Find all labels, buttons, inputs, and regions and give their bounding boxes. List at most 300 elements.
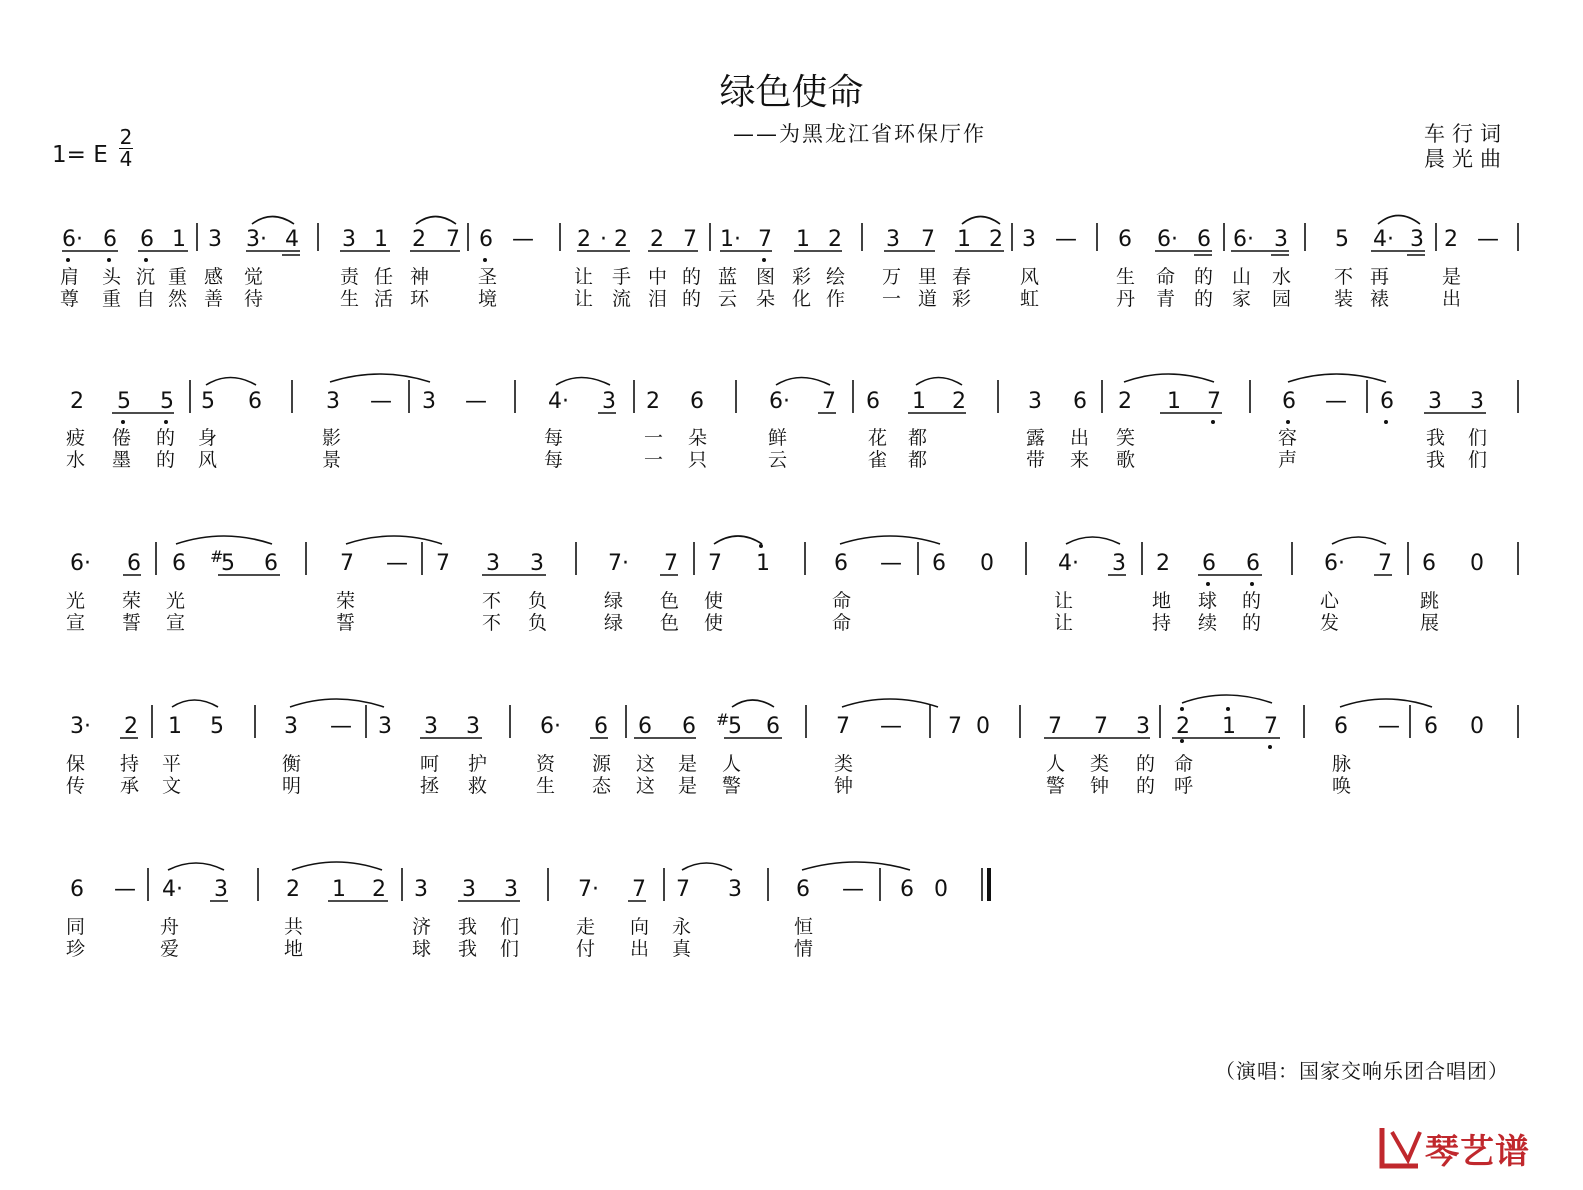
lyric-char: 让	[1054, 612, 1074, 634]
svg-text:7: 7	[1048, 714, 1062, 739]
lyric-char: 露	[1026, 427, 1046, 449]
lyric-char: 里	[918, 266, 938, 288]
lyric-char: 情	[794, 938, 814, 960]
lyric-char: 是	[678, 753, 698, 775]
lyric-char: 影	[322, 427, 342, 449]
lyric-char: 疲	[66, 427, 86, 449]
lyric-char: 装	[1334, 288, 1354, 310]
lyric-char: 色	[660, 590, 680, 612]
svg-text:6: 6	[103, 227, 117, 252]
lyric-char: 活	[374, 288, 394, 310]
lyric-char: 舟	[160, 916, 180, 938]
lyric-char: 重	[102, 288, 122, 310]
lyric-char: 让	[1054, 590, 1074, 612]
svg-text:6·: 6·	[769, 389, 790, 414]
svg-text:7·: 7·	[608, 551, 629, 576]
lyric-char: 风	[1020, 266, 1040, 288]
svg-text:6: 6	[932, 551, 946, 576]
lyric-char: 负	[528, 590, 548, 612]
lyric-char: 然	[168, 288, 188, 310]
svg-text:3: 3	[886, 227, 900, 252]
svg-text:—: —	[1378, 714, 1400, 739]
lyric-char: 歌	[1116, 449, 1136, 471]
key-signature: 1= E	[52, 142, 108, 168]
svg-text:3: 3	[422, 389, 436, 414]
svg-text:—: —	[114, 877, 136, 902]
svg-text:6·: 6·	[62, 227, 83, 252]
svg-text:6: 6	[1118, 227, 1132, 252]
lyric-char: 沉	[136, 266, 156, 288]
svg-text:6·: 6·	[70, 551, 91, 576]
svg-text:6: 6	[1282, 389, 1296, 414]
svg-text:3: 3	[326, 389, 340, 414]
svg-text:0: 0	[934, 877, 948, 902]
svg-text:1·: 1·	[720, 227, 741, 252]
lyric-char: 每	[544, 449, 564, 471]
svg-text:3: 3	[342, 227, 356, 252]
lyric-char: 誓	[336, 612, 356, 634]
svg-text:3: 3	[1022, 227, 1036, 252]
svg-text:4·: 4·	[162, 877, 183, 902]
lyric-char: 蓝	[718, 266, 738, 288]
svg-text:6: 6	[1422, 551, 1436, 576]
lyrics-verse-1-line-1	[58, 262, 1538, 288]
lyrics-verse-2-line-3	[58, 608, 1538, 634]
svg-text:6: 6	[690, 389, 704, 414]
svg-text:6: 6	[1197, 227, 1211, 252]
svg-text:2: 2	[286, 877, 300, 902]
svg-text:3·: 3·	[246, 227, 267, 252]
svg-text:—: —	[880, 714, 902, 739]
lyric-char: 图	[756, 266, 776, 288]
lyric-char: 化	[792, 288, 812, 310]
lyrics-verse-1-line-5	[58, 912, 1538, 938]
svg-text:3: 3	[462, 877, 476, 902]
svg-text:3: 3	[530, 551, 544, 576]
svg-text:0: 0	[1470, 714, 1484, 739]
time-signature	[119, 125, 133, 171]
lyric-char: 虹	[1020, 288, 1040, 310]
lyric-char: 家	[1232, 288, 1252, 310]
svg-text:1: 1	[172, 227, 186, 252]
lyric-char: 源	[592, 753, 612, 775]
lyrics-verse-1-line-2	[58, 423, 1538, 449]
lyric-char: 生	[536, 775, 556, 797]
lyric-char: 光	[66, 590, 86, 612]
svg-text:7: 7	[632, 877, 646, 902]
svg-text:7: 7	[683, 227, 697, 252]
lyric-char: 永	[672, 916, 692, 938]
svg-text:1: 1	[1222, 714, 1236, 739]
lyric-char: 持	[120, 753, 140, 775]
svg-text:6: 6	[796, 877, 810, 902]
lyric-char: 类	[1090, 753, 1110, 775]
svg-text:2: 2	[828, 227, 842, 252]
lyric-char: 裱	[1370, 288, 1390, 310]
svg-text:—: —	[880, 551, 902, 576]
lyric-char: 出	[1070, 427, 1090, 449]
lyricist-credit: 车行词	[1424, 122, 1508, 146]
svg-text:6: 6	[766, 714, 780, 739]
lyric-char: 脉	[1332, 753, 1352, 775]
lyric-char: 云	[718, 288, 738, 310]
lyric-char: 笑	[1116, 427, 1136, 449]
svg-text:1: 1	[756, 551, 770, 576]
lyric-char: 命	[1156, 266, 1176, 288]
lyric-char: 的	[156, 427, 176, 449]
lyric-char: 持	[1152, 612, 1172, 634]
svg-text:1: 1	[1167, 389, 1181, 414]
lyrics-verse-1-line-4	[58, 749, 1538, 775]
svg-text:7: 7	[446, 227, 460, 252]
svg-text:3: 3	[424, 714, 438, 739]
lyric-char: 重	[168, 266, 188, 288]
lyric-char: 责	[340, 266, 360, 288]
svg-text:6: 6	[1202, 551, 1216, 576]
svg-text:4: 4	[285, 227, 299, 252]
svg-text:6: 6	[127, 551, 141, 576]
svg-text:7: 7	[822, 389, 836, 414]
svg-text:6: 6	[1073, 389, 1087, 414]
lyric-char: 手	[612, 266, 632, 288]
svg-text:3: 3	[378, 714, 392, 739]
lyric-char: 圣	[478, 266, 498, 288]
time-signature-top: 2	[119, 125, 133, 149]
svg-text:2: 2	[1444, 227, 1458, 252]
svg-text:7: 7	[1264, 714, 1278, 739]
lyric-char: 救	[468, 775, 488, 797]
lyric-char: 雀	[868, 449, 888, 471]
lyric-char: 尊	[60, 288, 80, 310]
lyric-char: 万	[882, 266, 902, 288]
lyric-char: 钟	[834, 775, 854, 797]
lyric-char: 态	[592, 775, 612, 797]
lyric-char: 感	[204, 266, 224, 288]
lyric-char: 共	[284, 916, 304, 938]
svg-text:6: 6	[479, 227, 493, 252]
lyric-char: 再	[1370, 266, 1390, 288]
svg-text:5: 5	[728, 714, 742, 739]
svg-text:—: —	[1325, 389, 1347, 414]
svg-text:—: —	[465, 389, 487, 414]
lyric-char: 待	[244, 288, 264, 310]
svg-text:2: 2	[614, 227, 628, 252]
svg-text:4·: 4·	[1058, 551, 1079, 576]
lyrics-verse-1-line-3	[58, 586, 1538, 612]
lyric-char: 春	[952, 266, 972, 288]
lyric-char: 们	[1468, 427, 1488, 449]
lyric-char: 球	[1198, 590, 1218, 612]
lyric-char: 唤	[1332, 775, 1352, 797]
svg-text:3: 3	[1112, 551, 1126, 576]
lyric-char: 都	[908, 449, 928, 471]
svg-text:—: —	[330, 714, 352, 739]
svg-text:7: 7	[921, 227, 935, 252]
lyric-char: 一	[644, 427, 664, 449]
lyric-char: 向	[630, 916, 650, 938]
lyric-char: 鲜	[768, 427, 788, 449]
lyric-char: 来	[1070, 449, 1090, 471]
lyric-char: 声	[1278, 449, 1298, 471]
lyric-char: 走	[576, 916, 596, 938]
lyric-char: 这	[636, 775, 656, 797]
lyric-char: 呼	[1174, 775, 1194, 797]
lyric-char: 让	[574, 288, 594, 310]
lyric-char: 传	[66, 775, 86, 797]
svg-text:5: 5	[1335, 227, 1349, 252]
svg-text:7·: 7·	[578, 877, 599, 902]
svg-text:2: 2	[1118, 389, 1132, 414]
svg-text:7: 7	[758, 227, 772, 252]
svg-text:—: —	[842, 877, 864, 902]
svg-text:3: 3	[284, 714, 298, 739]
svg-text:7: 7	[948, 714, 962, 739]
svg-text:1: 1	[912, 389, 926, 414]
lyric-char: 跳	[1420, 590, 1440, 612]
svg-text:#: #	[210, 547, 224, 566]
svg-text:1: 1	[957, 227, 971, 252]
lyric-char: 头	[102, 266, 122, 288]
svg-text:3: 3	[602, 389, 616, 414]
svg-text:2: 2	[952, 389, 966, 414]
lyric-char: 地	[284, 938, 304, 960]
svg-text:3: 3	[504, 877, 518, 902]
lyric-char: 续	[1198, 612, 1218, 634]
svg-text:4·: 4·	[1373, 227, 1394, 252]
svg-text:2: 2	[70, 389, 84, 414]
lyric-char: 人	[722, 753, 742, 775]
svg-text:6·: 6·	[540, 714, 561, 739]
lyric-char: 的	[1242, 612, 1262, 634]
lyric-char: 作	[826, 288, 846, 310]
lyric-char: 钟	[1090, 775, 1110, 797]
lyrics-verse-2-line-5	[58, 934, 1538, 960]
svg-text:·: ·	[600, 227, 607, 252]
svg-text:7: 7	[436, 551, 450, 576]
lyric-char: 倦	[112, 427, 132, 449]
lyric-char: 环	[410, 288, 430, 310]
svg-text:7: 7	[1094, 714, 1108, 739]
lyric-char: 花	[868, 427, 888, 449]
lyric-char: 出	[1442, 288, 1462, 310]
lyric-char: 彩	[952, 288, 972, 310]
lyric-char: 地	[1152, 590, 1172, 612]
lyric-char: 流	[612, 288, 632, 310]
svg-text:2: 2	[372, 877, 386, 902]
lyric-char: 们	[500, 938, 520, 960]
svg-text:0: 0	[976, 714, 990, 739]
lyric-char: 命	[1174, 753, 1194, 775]
svg-text:#: #	[716, 710, 730, 729]
svg-text:7: 7	[664, 551, 678, 576]
lyric-char: 水	[66, 449, 86, 471]
svg-text:4·: 4·	[548, 389, 569, 414]
lyric-char: 的	[1136, 775, 1156, 797]
svg-text:6: 6	[1246, 551, 1260, 576]
lyrics-verse-2-line-1	[58, 284, 1538, 310]
lyric-char: 平	[162, 753, 182, 775]
lyric-char: 负	[528, 612, 548, 634]
lyric-char: 恒	[794, 916, 814, 938]
lyric-char: 肩	[60, 266, 80, 288]
lyric-char: 善	[204, 288, 224, 310]
svg-text:6·: 6·	[1233, 227, 1254, 252]
svg-text:3: 3	[1274, 227, 1288, 252]
svg-text:7: 7	[1378, 551, 1392, 576]
lyric-char: 朵	[688, 427, 708, 449]
svg-text:7: 7	[340, 551, 354, 576]
song-title: 绿色使命	[719, 72, 864, 113]
lyric-char: 们	[500, 916, 520, 938]
svg-text:—: —	[1055, 227, 1077, 252]
lyric-char: 球	[412, 938, 432, 960]
lyric-char: 水	[1272, 266, 1292, 288]
svg-text:1: 1	[374, 227, 388, 252]
lyric-char: 绿	[604, 612, 624, 634]
lyric-char: 命	[832, 612, 852, 634]
lyric-char: 是	[1442, 266, 1462, 288]
svg-text:7: 7	[676, 877, 690, 902]
lyric-char: 我	[1426, 449, 1446, 471]
svg-text:3: 3	[486, 551, 500, 576]
lyric-char: 神	[410, 266, 430, 288]
svg-text:—: —	[1477, 227, 1499, 252]
svg-text:3: 3	[728, 877, 742, 902]
svg-text:7: 7	[708, 551, 722, 576]
lyric-char: 我	[458, 938, 478, 960]
svg-text:—: —	[512, 227, 534, 252]
lyric-char: 丹	[1116, 288, 1136, 310]
lyric-char: 园	[1272, 288, 1292, 310]
svg-text:3: 3	[1136, 714, 1150, 739]
lyric-char: 文	[162, 775, 182, 797]
svg-text:1: 1	[332, 877, 346, 902]
lyric-char: 彩	[792, 266, 812, 288]
lyric-char: 同	[66, 916, 86, 938]
time-signature-bottom: 4	[119, 147, 133, 171]
svg-text:6: 6	[900, 877, 914, 902]
svg-text:2: 2	[646, 389, 660, 414]
lyric-char: 我	[1426, 427, 1446, 449]
lyric-char: 的	[682, 288, 702, 310]
lyric-char: 让	[574, 266, 594, 288]
lyric-char: 自	[136, 288, 156, 310]
lyric-char: 的	[1194, 266, 1214, 288]
svg-text:6: 6	[140, 227, 154, 252]
lyric-char: 使	[704, 590, 724, 612]
svg-text:1: 1	[168, 714, 182, 739]
svg-text:2: 2	[989, 227, 1003, 252]
lyric-char: 道	[918, 288, 938, 310]
lyric-char: 保	[66, 753, 86, 775]
lyric-char: 的	[1136, 753, 1156, 775]
lyric-char: 不	[1334, 266, 1354, 288]
lyrics-verse-2-line-2	[58, 445, 1538, 471]
svg-text:2: 2	[650, 227, 664, 252]
lyric-char: 带	[1026, 449, 1046, 471]
svg-text:6: 6	[172, 551, 186, 576]
svg-text:6·: 6·	[1324, 551, 1345, 576]
svg-text:5: 5	[160, 389, 174, 414]
svg-text:2: 2	[577, 227, 591, 252]
lyric-char: 不	[482, 612, 502, 634]
lyric-char: 的	[1194, 288, 1214, 310]
lyric-char: 山	[1232, 266, 1252, 288]
svg-text:6: 6	[1424, 714, 1438, 739]
lyric-char: 承	[120, 775, 140, 797]
lyric-char: 使	[704, 612, 724, 634]
lyric-char: 的	[1242, 590, 1262, 612]
svg-text:7: 7	[1207, 389, 1221, 414]
lyric-char: 付	[576, 938, 596, 960]
lyric-char: 警	[722, 775, 742, 797]
lyric-char: 是	[678, 775, 698, 797]
svg-text:0: 0	[1470, 551, 1484, 576]
lyric-char: 生	[340, 288, 360, 310]
lyric-char: 容	[1278, 427, 1298, 449]
lyric-char: 们	[1468, 449, 1488, 471]
lyric-char: 中	[648, 266, 668, 288]
logo-text: 琴艺谱	[1425, 1132, 1530, 1172]
svg-text:6: 6	[1334, 714, 1348, 739]
song-subtitle: ——为黑龙江省环保厅作	[733, 122, 986, 146]
svg-text:5: 5	[201, 389, 215, 414]
svg-text:5: 5	[117, 389, 131, 414]
svg-text:0: 0	[980, 551, 994, 576]
svg-text:6: 6	[594, 714, 608, 739]
lyric-char: 云	[768, 449, 788, 471]
lyric-char: 墨	[112, 449, 132, 471]
lyric-char: 不	[482, 590, 502, 612]
svg-text:—: —	[386, 551, 408, 576]
svg-text:6: 6	[682, 714, 696, 739]
lyric-char: 任	[374, 266, 394, 288]
svg-text:3: 3	[214, 877, 228, 902]
lyric-char: 资	[536, 753, 556, 775]
lyric-char: 觉	[244, 266, 264, 288]
lyric-char: 发	[1320, 612, 1340, 634]
lyric-char: 命	[832, 590, 852, 612]
final-barline	[987, 868, 991, 901]
lyric-char: 风	[198, 449, 218, 471]
lyric-char: 我	[458, 916, 478, 938]
lyric-char: 都	[908, 427, 928, 449]
svg-text:3: 3	[208, 227, 222, 252]
lyric-char: 警	[1046, 775, 1066, 797]
lyric-char: 誓	[122, 612, 142, 634]
lyric-char: 青	[1156, 288, 1176, 310]
lyric-char: 景	[322, 449, 342, 471]
svg-text:6: 6	[834, 551, 848, 576]
svg-text:5: 5	[210, 714, 224, 739]
svg-text:6: 6	[638, 714, 652, 739]
svg-text:2: 2	[412, 227, 426, 252]
lyric-char: 的	[156, 449, 176, 471]
lyric-char: 护	[468, 753, 488, 775]
lyric-char: 一	[882, 288, 902, 310]
svg-text:3: 3	[1028, 389, 1042, 414]
lyric-char: 只	[688, 449, 708, 471]
svg-text:6: 6	[1380, 389, 1394, 414]
lyric-char: 这	[636, 753, 656, 775]
lyric-char: 展	[1420, 612, 1440, 634]
performer-credit: （演唱：国家交响乐团合唱团）	[1215, 1059, 1509, 1083]
lyric-char: 身	[198, 427, 218, 449]
lyric-char: 宣	[66, 612, 86, 634]
svg-text:2: 2	[124, 714, 138, 739]
lyric-char: 珍	[66, 938, 86, 960]
svg-text:6: 6	[866, 389, 880, 414]
